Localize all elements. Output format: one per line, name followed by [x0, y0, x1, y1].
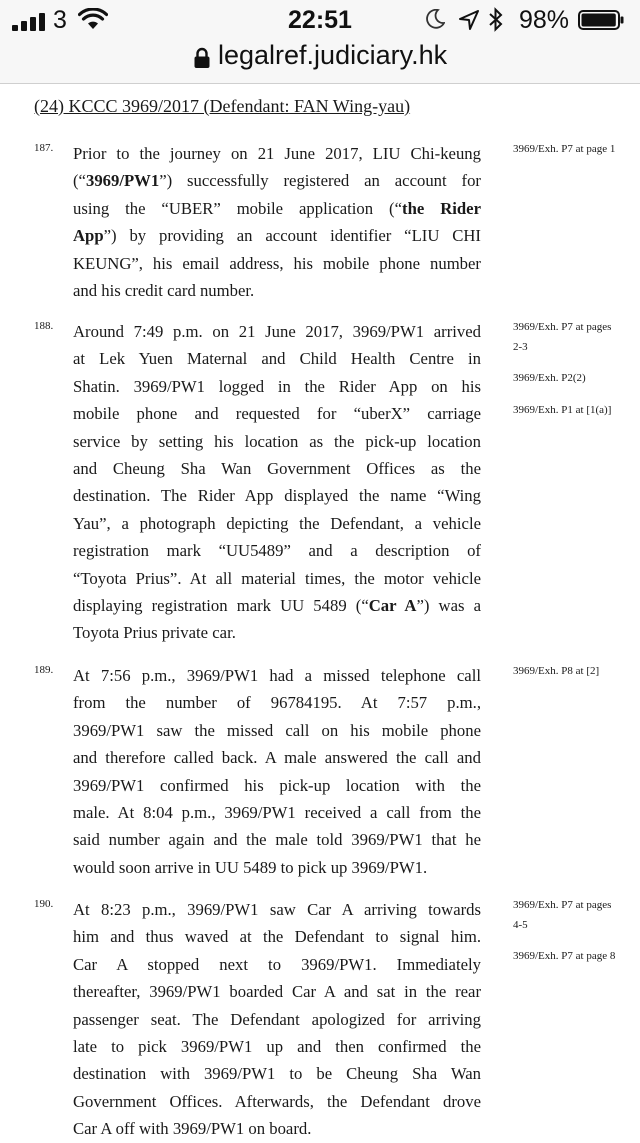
paragraph-number: 188. — [34, 320, 54, 332]
text-line: Shatin. 3969/PW1 logged in the Rider App on his — [73, 376, 481, 396]
lock-icon — [193, 47, 211, 69]
exhibit-ref: 3969/Exh. P7 at pages 4-5 — [513, 899, 612, 931]
exhibit-references — [513, 896, 623, 979]
text-line: At 8:23 p.m., 3969/PW1 saw Car A arriving towards — [73, 900, 481, 919]
text-line: passenger seat. The Defendant apologized for arriving — [73, 1009, 481, 1029]
text-line: Prior to the journey on 21 June 2017, LIU Chi-keung — [73, 144, 481, 163]
text-line: destination. The Rider App displayed the name “Wing — [73, 486, 481, 506]
text-line: Car A off with 3969/PW1 on board. — [73, 1119, 312, 1139]
text-line: registration mark “UU5489” and a description of — [73, 541, 481, 561]
text-line: and therefore called back. A male answered the call and — [73, 748, 481, 768]
bold-term: Car A — [368, 596, 417, 616]
paragraph-text — [73, 662, 481, 881]
carrier-label: 3 — [53, 6, 67, 34]
text-line: (“3969/PW1”) successfully registered an account for — [73, 171, 481, 191]
text-line: using the “UBER” mobile application (“the Rider — [73, 198, 481, 218]
exhibit-ref: 3969/Exh. P2(2) — [513, 372, 586, 384]
battery-icon — [578, 10, 624, 30]
browser-chrome — [0, 0, 640, 84]
text-line: destination with 3969/PW1 to be Cheung Sha Wan — [73, 1064, 481, 1084]
paragraph-text — [73, 318, 481, 647]
bold-term: App — [73, 226, 104, 246]
text-line: Yau”, a photograph depicting the Defendant, a vehicle — [73, 513, 481, 533]
text-line: said number again and the male told 3969/PW1 that he — [73, 830, 481, 850]
text-line: 3969/PW1 saw the missed call on his mobile phone — [73, 720, 481, 740]
text-line: Car A stopped next to 3969/PW1. Immediately — [73, 954, 481, 974]
bluetooth-icon — [489, 7, 503, 32]
text-line: Government Offices. Afterwards, the Defendant drove — [73, 1091, 481, 1111]
exhibit-ref: 3969/Exh. P7 at page 8 — [513, 950, 616, 962]
paragraph-number: 187. — [34, 142, 54, 154]
text-line: from the number of 96784195. At 7:57 p.m., — [73, 693, 481, 713]
location-arrow-icon — [459, 10, 479, 30]
text-line: displaying registration mark UU 5489 (“Car A”) was a — [73, 596, 481, 616]
url-text[interactable]: legalref.judiciary.hk — [218, 40, 448, 70]
text-line: and Cheung Sha Wan Government Offices as the — [73, 459, 481, 479]
moon-icon — [425, 9, 445, 29]
section-heading[interactable]: (24) KCCC 3969/2017 (Defendant: FAN Wing-yau) — [34, 96, 411, 116]
judgment-document — [0, 84, 640, 1139]
text-line: App”) by providing an account identifier “LIU CHI — [73, 226, 481, 246]
status-bar — [0, 0, 640, 40]
exhibit-references — [513, 140, 623, 172]
paragraph-text — [73, 140, 481, 304]
exhibit-ref: 3969/Exh. P8 at [2] — [513, 665, 600, 677]
text-line: at Lek Yuen Maternal and Child Health Centre in — [73, 349, 481, 369]
text-line: “Toyota Prius”. At all material times, the motor vehicle — [73, 568, 481, 588]
text-line: Toyota Prius private car. — [73, 623, 236, 643]
text-line: him and thus waved at the Defendant to signal him. — [73, 927, 481, 947]
exhibit-references — [513, 662, 623, 694]
address-bar[interactable] — [0, 40, 640, 80]
bold-term: 3969/PW1 — [85, 171, 160, 191]
text-line: mobile phone and requested for “uberX” carriage — [73, 404, 481, 424]
exhibit-ref: 3969/Exh. P1 at [1(a)] — [513, 403, 612, 416]
text-line: 3969/PW1 confirmed his pick-up location with the — [73, 775, 481, 795]
battery-percent: 98% — [519, 6, 570, 34]
paragraph-number: 189. — [34, 664, 54, 676]
text-line: would soon arrive in UU 5489 to pick up 3969/PW1. — [73, 857, 428, 877]
text-line: service by setting his location as the pick-up location — [73, 431, 481, 451]
exhibit-references — [513, 318, 623, 432]
text-line: Around 7:49 p.m. on 21 June 2017, 3969/PW1 arrived — [73, 322, 481, 341]
text-line: KEUNG”, his email address, his mobile phone number — [73, 253, 481, 273]
exhibit-ref: 3969/Exh. P7 at pages 2-3 — [513, 321, 612, 353]
text-line: male. At 8:04 p.m., 3969/PW1 received a call from the — [73, 803, 481, 823]
clock: 22:51 — [288, 6, 352, 34]
text-line: and his credit card number. — [73, 281, 255, 301]
bold-term: the Rider — [402, 198, 481, 218]
text-line: At 7:56 p.m., 3969/PW1 had a missed telephone call — [73, 666, 481, 685]
exhibit-ref: 3969/Exh. P7 at page 1 — [513, 143, 616, 155]
text-line: late to pick 3969/PW1 up and then confirmed the — [73, 1037, 481, 1057]
text-line: thereafter, 3969/PW1 boarded Car A and sat in the rear — [73, 982, 481, 1002]
paragraph-number: 190. — [34, 898, 54, 910]
paragraph-text — [73, 896, 481, 1143]
